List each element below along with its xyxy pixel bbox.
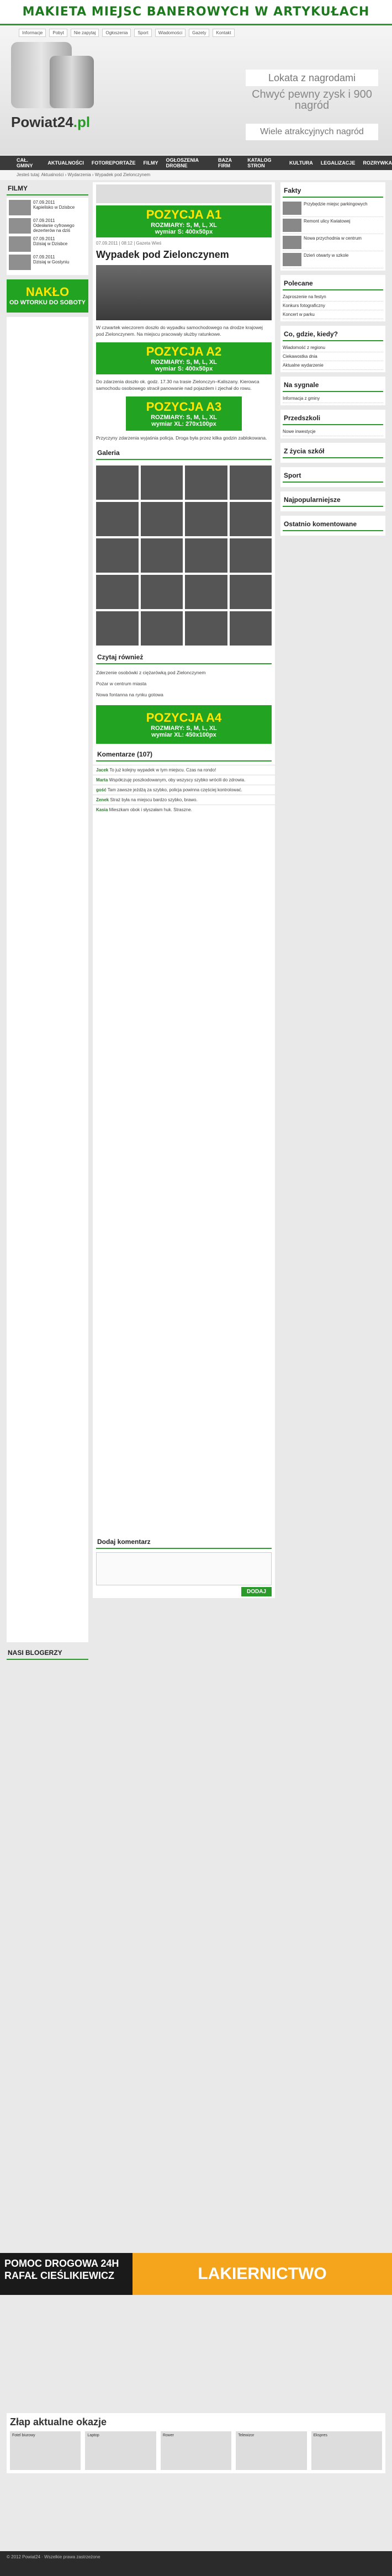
list-item[interactable]	[9, 236, 86, 252]
ad-dims: wymiar XL: 450x100px	[151, 732, 216, 739]
films-heading: FILMY	[7, 182, 88, 195]
film-thumbnail	[9, 255, 31, 270]
list-item[interactable]	[283, 200, 383, 217]
list-item[interactable]	[283, 301, 383, 310]
breadcrumb: Jesteś tutaj: Aktualności › Wydarzenia › Wypadek pod Zielonczynem	[0, 170, 392, 180]
item-title: Nowe inwestycje	[283, 429, 316, 434]
gallery-photo[interactable]	[185, 611, 227, 646]
list-item[interactable]	[283, 310, 383, 319]
deal-item[interactable]: Telewizor	[236, 2431, 306, 2470]
nav-item[interactable]: FOTOREPORTAŻE	[91, 160, 136, 166]
comment-author[interactable]: Kasia	[96, 807, 108, 813]
ad-title: POZYCJA A2	[146, 344, 222, 358]
logo-suffix: .pl	[73, 114, 91, 130]
footer-ad-right: LAKIERNICTWO	[133, 2253, 392, 2295]
gallery-photo[interactable]	[96, 575, 139, 609]
naklo-ad-sub: OD WTORKU DO SOBOTY	[9, 299, 86, 306]
list-item[interactable]	[283, 217, 383, 234]
ad-dims: wymiar XL: 270x100px	[151, 420, 216, 427]
nav-item[interactable]: ROZRYWKA	[363, 160, 392, 166]
promo-line-2: Chwyć pewny zysk i 900 nagród	[252, 88, 372, 112]
luggage-image-small	[50, 56, 94, 108]
list-item[interactable]	[283, 361, 383, 370]
item-title: Ciekawostka dnia	[283, 354, 317, 359]
comment-text: Straż była na miejscu bardzo szybko, brawo.	[110, 797, 198, 803]
przedszkoli-heading: Przedszkoli	[283, 412, 383, 425]
item-title: Konkurs fotograficzny	[283, 303, 325, 308]
add-comment-heading: Dodaj komentarz	[96, 1536, 272, 1549]
nav-item[interactable]: KATALOG STRON	[247, 157, 272, 168]
thumbnail	[283, 202, 301, 215]
list-item[interactable]	[9, 218, 86, 234]
article-paragraph: Do zdarzenia doszło ok. godz. 17.30 na trasie Zielonczyn–Kaliszany. Kierowca samochodu osobowego stracił panowanie nad pojazdem i zjechał do rowu.	[96, 378, 259, 391]
sport-heading: Sport	[283, 469, 383, 483]
deal-item[interactable]: Fotel biurowy	[10, 2431, 81, 2470]
item-title: Remont ulicy Kwiatowej	[304, 219, 351, 224]
article-paragraph: Przyczyny zdarzenia wyjaśnia policja. Droga była przez kilka godzin zablokowana.	[96, 435, 267, 441]
list-item[interactable]	[283, 343, 383, 352]
ad-dims: wymiar S: 400x50px	[155, 229, 213, 235]
promo-line-1[interactable]: Lokata z nagrodami	[246, 70, 378, 86]
top-links	[19, 29, 235, 37]
main-nav	[0, 156, 392, 170]
ad-slot-a2[interactable]	[96, 342, 272, 374]
related-item[interactable]: Zderzenie osobówki z ciężarówką pod Zielonczynem	[96, 670, 206, 676]
toplink[interactable]: Kontakt	[213, 29, 234, 37]
related-heading: Czytaj również	[96, 651, 272, 664]
company-banner[interactable]	[96, 184, 272, 203]
ad-sizes: ROZMIARY: S, M, L, XL	[151, 358, 217, 366]
na-sygnale-heading: Na sygnale	[283, 379, 383, 392]
z-zycia-heading: Z życia szkół	[283, 445, 383, 458]
ad-title: POZYCJA A1	[146, 208, 222, 221]
gallery-photo[interactable]	[185, 466, 227, 500]
naklo-ad[interactable]	[7, 279, 88, 313]
list-item[interactable]	[283, 251, 383, 268]
toplink[interactable]: Informacje	[19, 29, 46, 37]
related-item[interactable]: Nowa fontanna na rynku gotowa	[96, 692, 163, 698]
gallery-photo[interactable]	[141, 538, 183, 573]
comment-author[interactable]: gość	[96, 787, 107, 793]
gallery-photo[interactable]	[141, 502, 183, 536]
page-footer	[0, 2551, 392, 2576]
gallery-photo[interactable]	[185, 575, 227, 609]
toplink[interactable]: Sport	[134, 29, 151, 37]
nav-item[interactable]: LEGALIZACJE	[320, 160, 356, 166]
nav-item[interactable]: AKTUALNOŚCI	[47, 160, 84, 166]
toplink[interactable]: Wiadomości	[155, 29, 186, 37]
toplink[interactable]: Gazety	[189, 29, 209, 37]
polecane-box	[280, 275, 385, 321]
gallery-photo[interactable]	[230, 502, 272, 536]
list-item[interactable]	[283, 352, 383, 361]
item-title: Zaproszenie na festyn	[283, 294, 326, 299]
footer-ad-banner[interactable]	[0, 2253, 392, 2295]
comment-text: Współczuję poszkodowanym, oby wszyscy szybko wrócili do zdrowia.	[109, 777, 246, 783]
logo-text: Powiat24	[11, 114, 73, 130]
thumbnail	[283, 236, 301, 249]
item-title: Nowa przychodnia w centrum	[304, 236, 362, 241]
deals-section	[7, 2413, 385, 2473]
comment-author[interactable]: Zenek	[96, 797, 109, 803]
submit-comment-button[interactable]: DODAJ	[241, 1587, 272, 1596]
thumbnail	[283, 219, 301, 232]
sport-box	[280, 467, 385, 487]
gallery-photo[interactable]	[96, 611, 139, 646]
nav-item[interactable]: BAZA FIRM	[218, 157, 232, 168]
list-item[interactable]	[9, 200, 86, 215]
gallery-photo[interactable]	[141, 466, 183, 500]
deals-row	[10, 2431, 382, 2470]
comment	[93, 785, 275, 795]
nav-item[interactable]: OGŁOSZENIA DROBNE	[166, 157, 199, 168]
facts-heading: Fakty	[283, 184, 383, 198]
left-column	[7, 182, 88, 1662]
gallery-photo[interactable]	[96, 466, 139, 500]
film-title: Dzisiaj w Gostyniu	[33, 260, 70, 265]
item-title: Przybędzie miejsc parkingowych	[304, 202, 368, 207]
item-title: Aktualne wydarzenie	[283, 363, 324, 368]
ostatnio-box	[280, 516, 385, 536]
polecane-heading: Polecane	[283, 277, 383, 290]
list-item[interactable]	[283, 234, 383, 251]
gallery-photo[interactable]	[96, 502, 139, 536]
co-gdzie-box	[280, 326, 385, 372]
nav-item[interactable]: KULTURA	[289, 160, 313, 166]
list-item[interactable]	[283, 394, 383, 403]
promo-line-3[interactable]: Wiele atrakcyjnych nagród	[246, 124, 378, 140]
gallery-photo[interactable]	[230, 538, 272, 573]
gallery-heading: Galeria	[96, 447, 272, 460]
na-sygnale-box	[280, 377, 385, 405]
comment	[93, 765, 275, 775]
comment	[93, 795, 275, 805]
comment-author[interactable]: Jacek	[96, 768, 109, 773]
nav-item[interactable]: CAŁ. GMINY	[17, 157, 33, 168]
comments-more	[93, 814, 275, 1532]
film-thumbnail	[9, 218, 31, 234]
gallery-photo[interactable]	[230, 466, 272, 500]
naklo-ad-title: NAKŁO	[25, 285, 70, 299]
ostatnio-heading: Ostatnio komentowane	[283, 518, 383, 531]
najpopularniejsze-box	[280, 491, 385, 511]
films-list	[7, 198, 88, 275]
co-gdzie-heading: Co, gdzie, kiedy?	[283, 328, 383, 341]
film-thumbnail	[9, 236, 31, 252]
film-thumbnail	[9, 200, 31, 215]
gallery-photo[interactable]	[141, 575, 183, 609]
gallery-photo[interactable]	[141, 611, 183, 646]
ad-slot-a3[interactable]	[126, 396, 242, 431]
top-banner-text: MAKIETA MIEJSC BANEROWYCH W ARTYKUŁACH	[22, 5, 370, 19]
ad-dims: wymiar S: 400x50px	[155, 365, 213, 372]
article-lead: W czwartek wieczorem doszło do wypadku samochodowego na drodze krajowej pod Zielonczynem. Na miejscu pracowały służby ratunkowe.	[96, 325, 263, 337]
gallery-photo[interactable]	[96, 538, 139, 573]
item-title: Wiadomość z regionu	[283, 345, 325, 350]
deal-item[interactable]: Laptop	[85, 2431, 156, 2470]
deals-heading: Złap aktualne okazje	[10, 2416, 107, 2427]
gallery-photo[interactable]	[230, 611, 272, 646]
ad-title: POZYCJA A4	[146, 711, 222, 725]
comment-text: Tam zawsze jeżdżą za szybko, policja powinna częściej kontrolować.	[107, 787, 242, 793]
comment-text: Mieszkam obok i słyszałam huk. Straszne.	[109, 807, 192, 813]
top-banner[interactable]	[0, 0, 392, 25]
ad-sizes: ROZMIARY: S, M, L, XL	[151, 222, 217, 229]
film-title: Kąpielisko w Dzisbce	[33, 205, 75, 210]
list-item[interactable]	[283, 427, 383, 436]
comments-heading: Komentarze (107)	[96, 748, 272, 761]
gallery-photo[interactable]	[230, 575, 272, 609]
film-date: 07.09.2011	[33, 218, 55, 223]
toplink[interactable]: Pobyt	[49, 29, 67, 37]
comment	[93, 805, 275, 814]
right-column	[280, 182, 385, 540]
deal-item[interactable]: Rower	[161, 2431, 231, 2470]
film-title: Odesłanie cyfrowego dezerterów na dziś	[33, 223, 75, 233]
ad-sizes: ROZMIARY: S, M, L, XL	[151, 414, 217, 421]
thumbnail	[283, 253, 301, 266]
ad-slot-a4[interactable]	[96, 705, 272, 744]
film-date: 07.09.2011	[33, 255, 55, 260]
article-title: Wypadek pod Zielonczynem	[96, 249, 229, 260]
site-logo[interactable]	[11, 114, 90, 131]
main-column	[93, 182, 275, 1598]
photo-gallery	[93, 463, 275, 648]
facts-box	[280, 182, 385, 271]
deal-item[interactable]: Ekspres	[311, 2431, 382, 2470]
najpopularniejsze-heading: Najpopularniejsze	[283, 494, 383, 507]
left-lists	[7, 317, 88, 1642]
nav-item[interactable]: FILMY	[143, 160, 158, 166]
gallery-photo[interactable]	[185, 538, 227, 573]
toplink[interactable]: Nie zapytaj	[71, 29, 99, 37]
list-item[interactable]	[9, 255, 86, 270]
przedszkoli-box	[280, 410, 385, 438]
footer-ad-left: POMOC DROGOWA 24H RAFAŁ CIEŚLIKIEWICZ	[0, 2253, 133, 2295]
film-date: 07.09.2011	[33, 200, 55, 205]
article-photo[interactable]	[96, 265, 272, 320]
bloggers-heading: NASI BLOGERZY	[7, 1647, 88, 1660]
z-zycia-box	[280, 443, 385, 463]
comment	[93, 775, 275, 785]
gallery-photo[interactable]	[185, 502, 227, 536]
related-item[interactable]: Pożar w centrum miasta	[96, 681, 147, 687]
ad-sizes: ROZMIARY: S, M, L, XL	[151, 725, 217, 732]
item-title: Dzień otwarty w szkole	[304, 253, 349, 258]
footer-text: © 2012 Powiat24 · Wszelkie prawa zastrzeżone	[7, 2554, 100, 2559]
article-meta: 07.09.2011 | 08:12 | Gazeta Wieś	[96, 241, 162, 246]
ad-title: POZYCJA A3	[146, 399, 222, 414]
comment-author[interactable]: Marta	[96, 777, 108, 783]
film-title: Dzisiaj w Dzisbce	[33, 241, 68, 246]
item-title: Koncert w parku	[283, 312, 315, 317]
comment-textarea[interactable]	[96, 1552, 272, 1585]
ad-slot-a1[interactable]	[96, 205, 272, 237]
comment-text: To już kolejny wypadek w tym miejscu. Czas na rondo!	[109, 768, 216, 773]
list-item[interactable]	[283, 293, 383, 301]
item-title: Informacja z gminy	[283, 396, 320, 401]
film-date: 07.09.2011	[33, 236, 55, 241]
header	[0, 25, 392, 155]
toplink[interactable]: Ogłoszenia	[102, 29, 131, 37]
